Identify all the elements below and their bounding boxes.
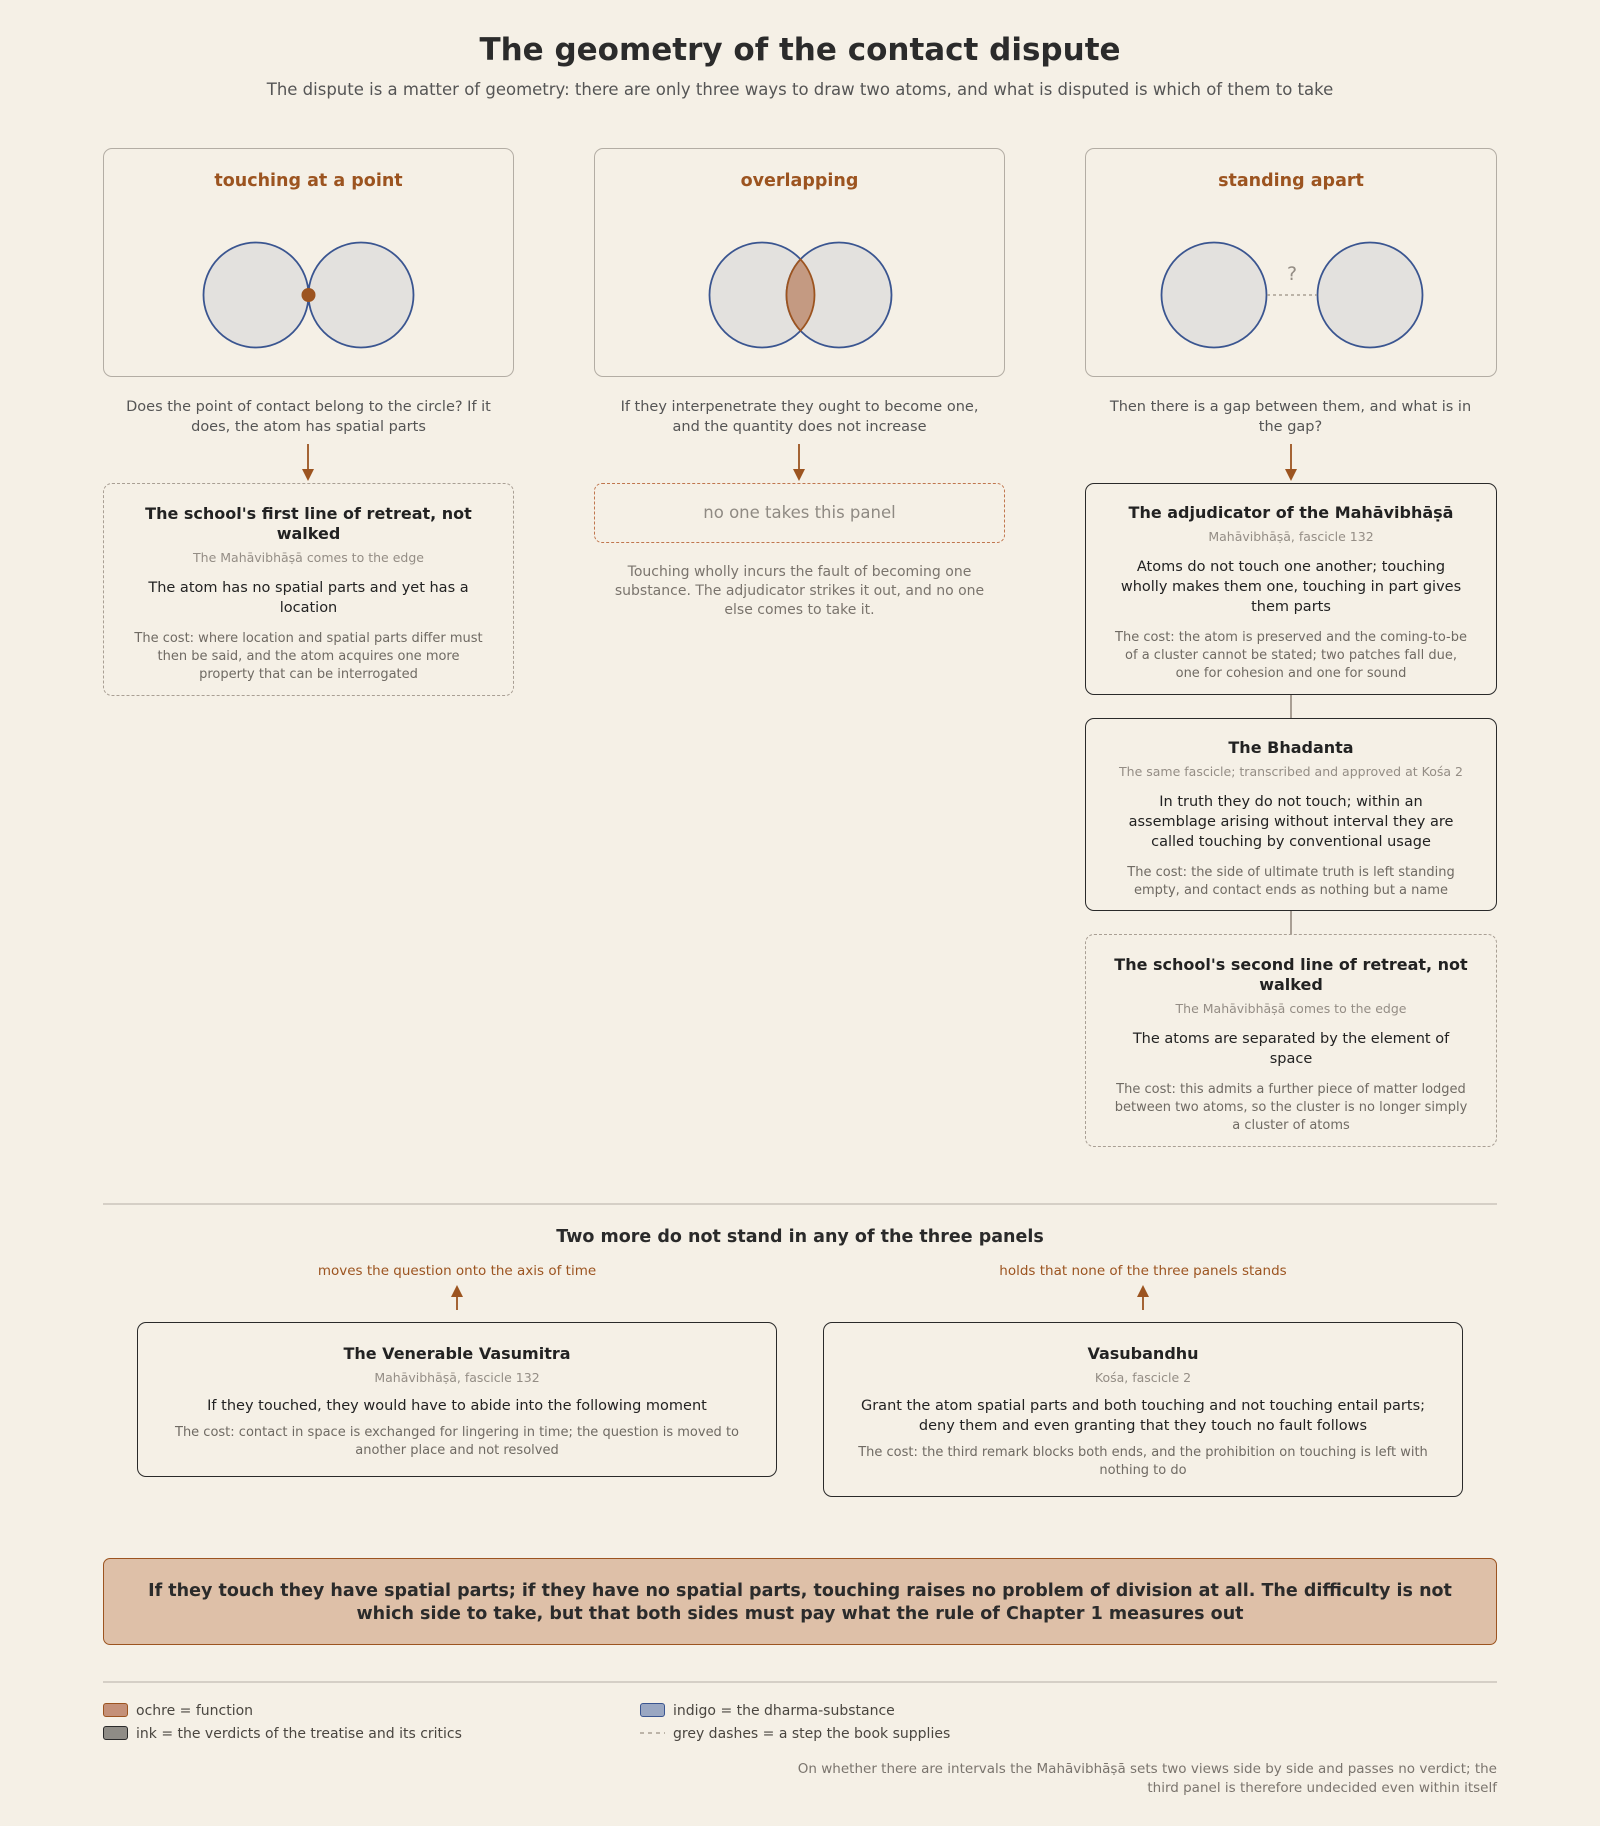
legend-label: ink = the verdicts of the treatise and its critics <box>136 1726 462 1742</box>
panel-title: touching at a point <box>214 171 403 191</box>
panel-title: overlapping <box>740 171 859 191</box>
panel-touching <box>103 148 514 377</box>
arrow-up-vasubandhu <box>1133 1285 1153 1310</box>
card-source: Mahāvibhāṣā, fascicle 132 <box>374 1370 540 1385</box>
arrow-down-apart <box>1281 444 1301 482</box>
card-view: The atoms are separated by the element of space <box>1132 1031 1450 1067</box>
page-title: The geometry of the contact dispute <box>479 32 1121 68</box>
card-cost: The cost: this admits a further piece of matter lodged between two atoms, so the cluster is no longer simply a cluster of atoms <box>1114 1082 1468 1133</box>
card-bhadanta <box>1085 718 1497 911</box>
legend-indigo <box>640 1701 895 1721</box>
no-one-box: no one takes this panel <box>594 483 1005 543</box>
card-cost: The cost: where location and spatial parts differ must then be said, and the atom acquires one more property that can be interrogated <box>134 631 483 682</box>
legend-ink <box>103 1724 462 1744</box>
legend-label: grey dashes = a step the book supplies <box>673 1726 951 1742</box>
card-title: Vasubandhu <box>1087 1344 1199 1363</box>
indigo-swatch <box>640 1703 665 1717</box>
card-first-retreat <box>103 483 514 696</box>
card-source: The Mahāvibhāṣā comes to the edge <box>193 550 424 565</box>
question-overlapping: If they interpenetrate they ought to become one, and the quantity does not increase <box>620 399 979 435</box>
card-view: In truth they do not touch; within an assemblage arising without interval they are called touching by conventional usage <box>1128 794 1454 850</box>
card-view: The atom has no spatial parts and yet has a location <box>148 580 469 616</box>
card-title: The Bhadanta <box>1228 738 1354 757</box>
arrow-label-vasubandhu: holds that none of the three panels stands <box>999 1263 1287 1279</box>
arrow-down-overlapping <box>789 444 809 482</box>
legend-grey <box>640 1724 950 1744</box>
card-second-retreat <box>1085 934 1497 1147</box>
question-touching: Does the point of contact belong to the circle? If it does, the atom has spatial parts <box>126 399 491 435</box>
ink-swatch <box>103 1726 128 1740</box>
panel-title: standing apart <box>1218 171 1364 191</box>
card-source: Kośa, fascicle 2 <box>1094 1370 1192 1385</box>
legend-ochre <box>103 1701 253 1721</box>
atom-right <box>309 243 414 348</box>
grey-dash-swatch <box>640 1726 665 1740</box>
legend-divider <box>103 1681 1497 1683</box>
card-title: The Venerable Vasumitra <box>343 1344 571 1363</box>
card-source: Mahāvibhāṣā, fascicle 132 <box>1208 529 1374 544</box>
conclusion-box: If they touch they have spatial parts; if they have no spatial parts, touching raises no problem of division at all. The difficulty is not which side to take, but that both sides must pay what the rule of Chapter 1 measures out <box>103 1558 1497 1645</box>
card-adjudicator <box>1085 483 1497 695</box>
footnote: On whether there are intervals the Mahāvibhāṣā sets two views side by side and passes no verdict; the third panel is therefore undecided even within itself <box>797 1761 1497 1796</box>
card-title: The adjudicator of the Mahāvibhāṣā <box>1128 503 1454 522</box>
atom-left <box>1162 243 1267 348</box>
card-cost: The cost: the atom is preserved and the coming-to-be of a cluster cannot be stated; two patches fall due, one for cohesion and one for sound <box>1115 630 1467 681</box>
card-source: The Mahāvibhāṣā comes to the edge <box>1175 1001 1407 1016</box>
legend-label: indigo = the dharma-substance <box>673 1703 895 1719</box>
card-cost: The cost: the third remark blocks both ends, and the prohibition on touching is left with nothing to do <box>858 1445 1428 1478</box>
legend-label: ochre = function <box>136 1703 254 1719</box>
card-title: The school's first line of retreat, not walked <box>145 504 472 543</box>
apart-atoms-figure <box>1086 149 1498 378</box>
card-view: Grant the atom spatial parts and both touching and not touching entail parts; deny them and even granting that they touch no fault follows <box>860 1398 1426 1434</box>
section-divider <box>103 1203 1497 1205</box>
card-cost: The cost: the side of ultimate truth is left standing empty, and contact ends as nothing but a name <box>1127 865 1455 898</box>
contact-point <box>302 288 316 302</box>
connector-line <box>1290 695 1292 718</box>
card-source: The same fascicle; transcribed and approved at Kośa 2 <box>1119 764 1463 779</box>
overlapping-atoms-figure <box>595 149 1006 378</box>
card-vasumitra <box>137 1322 777 1477</box>
outside-title: Two more do not stand in any of the three panels <box>556 1227 1044 1247</box>
overlapping-note: Touching wholly incurs the fault of becoming one substance. The adjudicator strikes it out, and no one else comes to take it. <box>614 564 985 618</box>
card-cost: The cost: contact in space is exchanged for lingering in time; the question is moved to another place and not resolved <box>175 1425 739 1458</box>
ochre-swatch <box>103 1703 128 1717</box>
atom-left <box>204 243 309 348</box>
panel-standing-apart <box>1085 148 1497 377</box>
card-title: The school's second line of retreat, not walked <box>1114 955 1468 994</box>
card-vasubandhu <box>823 1322 1463 1497</box>
arrow-down-touching <box>298 444 318 482</box>
arrow-up-vasumitra <box>447 1285 467 1310</box>
card-view: Atoms do not touch one another; touching wholly makes them one, touching in part gives them parts <box>1120 559 1462 615</box>
connector-line <box>1290 911 1292 934</box>
gap-question-mark: ? <box>1286 263 1298 285</box>
page-subtitle: The dispute is a matter of geometry: there are only three ways to draw two atoms, and what is disputed is which of them to take <box>266 80 1334 99</box>
card-view: If they touched, they would have to abide into the following moment <box>207 1398 707 1414</box>
arrow-label-vasumitra: moves the question onto the axis of time <box>317 1263 597 1279</box>
panel-overlapping <box>594 148 1005 377</box>
question-apart: Then there is a gap between them, and what is in the gap? <box>1109 399 1472 435</box>
touching-atoms-figure <box>104 149 515 378</box>
atom-right <box>1318 243 1423 348</box>
